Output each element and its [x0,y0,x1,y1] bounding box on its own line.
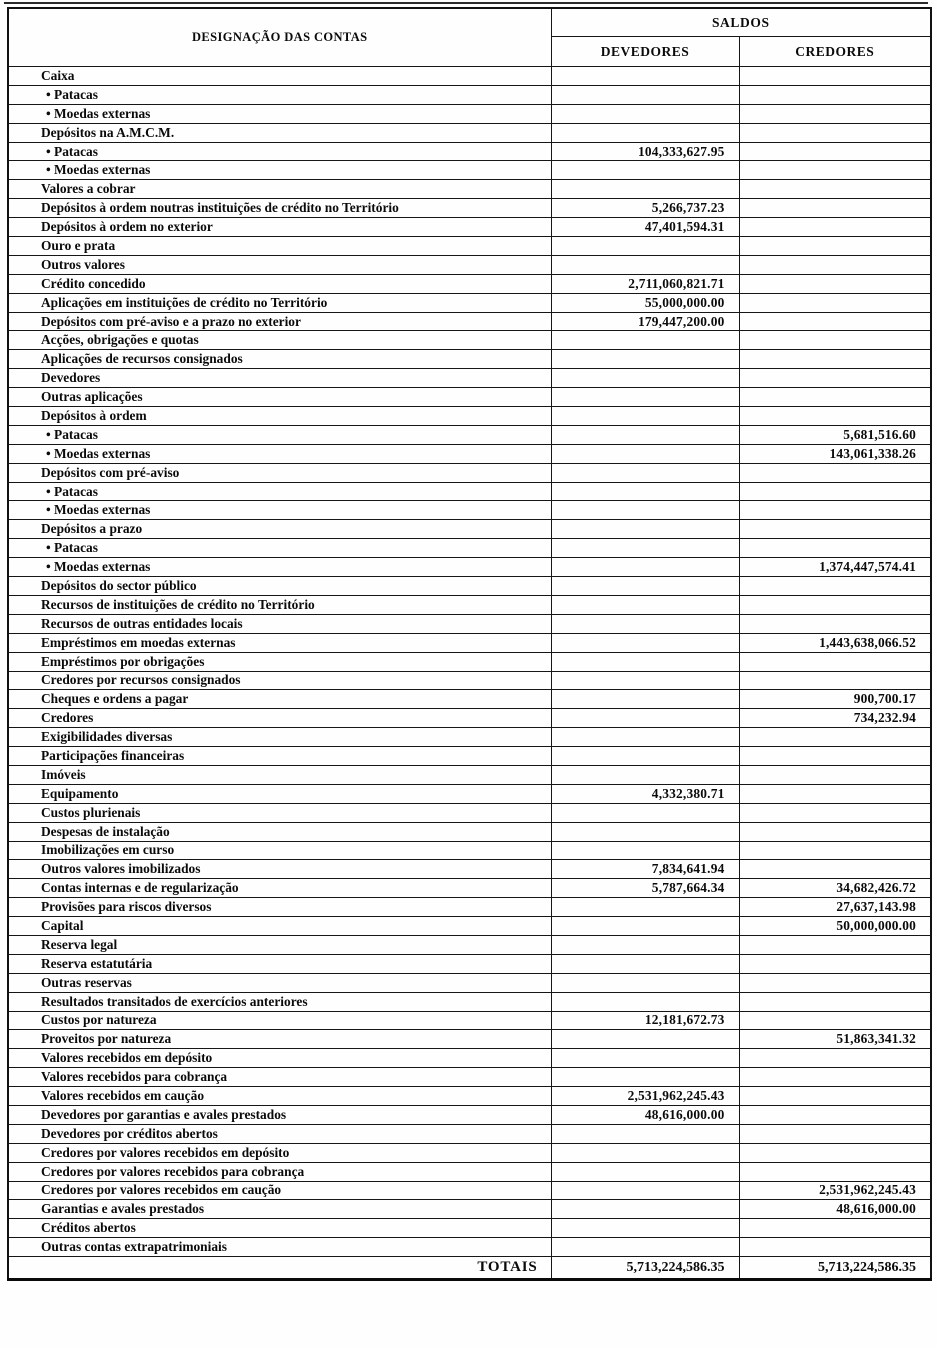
table-row [8,350,931,369]
table-row [8,841,931,860]
credores-value [739,728,931,747]
credores-value [739,1011,931,1030]
table-row [8,1030,931,1049]
devedores-value [551,1124,739,1143]
header-credores: CREDORES [739,37,931,67]
account-label: Resultados transitados de exercícios anteriores [8,992,551,1011]
credores-value [739,161,931,180]
account-label: Ouro e prata [8,237,551,256]
account-label: • Patacas [8,425,551,444]
credores-value: 900,700.17 [739,690,931,709]
table-row [8,85,931,104]
account-label: Imóveis [8,765,551,784]
credores-value [739,992,931,1011]
account-label: Depósitos à ordem no exterior [8,218,551,237]
account-label: • Moedas externas [8,161,551,180]
devedores-value: 104,333,627.95 [551,142,739,161]
account-label: Outras contas extrapatrimoniais [8,1238,551,1257]
credores-value [739,199,931,218]
totals-row [8,1257,931,1280]
header-devedores: DEVEDORES [551,37,739,67]
account-label: Depósitos na A.M.C.M. [8,123,551,142]
table-row [8,407,931,426]
devedores-value [551,407,739,426]
credores-value [739,369,931,388]
credores-value: 5,681,516.60 [739,425,931,444]
account-label: Devedores [8,369,551,388]
devedores-value [551,614,739,633]
devedores-value [551,350,739,369]
table-row [8,577,931,596]
table-row [8,1049,931,1068]
account-label: Valores recebidos em caução [8,1087,551,1106]
table-row [8,482,931,501]
credores-value [739,1068,931,1087]
account-label: Depósitos com pré-aviso [8,463,551,482]
devedores-value [551,633,739,652]
accounts-tbody [8,67,931,1257]
devedores-value [551,841,739,860]
table-row [8,180,931,199]
credores-value [739,407,931,426]
table-row [8,671,931,690]
account-label: Empréstimos por obrigações [8,652,551,671]
table-row [8,218,931,237]
credores-value: 51,863,341.32 [739,1030,931,1049]
table-row [8,463,931,482]
table-row [8,803,931,822]
devedores-value [551,652,739,671]
account-label: Custos por natureza [8,1011,551,1030]
credores-value [739,482,931,501]
credores-value [739,973,931,992]
credores-value [739,1087,931,1106]
credores-value [739,1105,931,1124]
credores-value [739,595,931,614]
devedores-value [551,501,739,520]
account-label: Depósitos do sector público [8,577,551,596]
table-row [8,161,931,180]
account-label: Aplicações de recursos consignados [8,350,551,369]
credores-value [739,104,931,123]
table-row [8,784,931,803]
credores-value [739,85,931,104]
devedores-value: 2,711,060,821.71 [551,274,739,293]
totals-label: TOTAIS [8,1257,551,1280]
table-row [8,822,931,841]
account-label: Reserva estatutária [8,954,551,973]
devedores-value [551,67,739,86]
table-row [8,425,931,444]
credores-value [739,577,931,596]
devedores-value: 48,616,000.00 [551,1105,739,1124]
devedores-value [551,595,739,614]
credores-value [739,180,931,199]
account-label: Devedores por garantias e avales prestados [8,1105,551,1124]
account-label: Exigibilidades diversas [8,728,551,747]
account-label: Acções, obrigações e quotas [8,331,551,350]
credores-value [739,331,931,350]
account-label: Provisões para riscos diversos [8,898,551,917]
devedores-value [551,973,739,992]
table-row [8,501,931,520]
credores-value [739,671,931,690]
devedores-value [551,690,739,709]
devedores-value [551,822,739,841]
account-label: • Patacas [8,85,551,104]
table-row [8,1200,931,1219]
table-row [8,558,931,577]
credores-value [739,501,931,520]
table-row [8,444,931,463]
devedores-value: 55,000,000.00 [551,293,739,312]
devedores-value [551,954,739,973]
account-label: Garantias e avales prestados [8,1200,551,1219]
account-label: Outras reservas [8,973,551,992]
credores-value [739,1143,931,1162]
devedores-value: 47,401,594.31 [551,218,739,237]
table-row [8,123,931,142]
table-row [8,199,931,218]
table-row [8,992,931,1011]
devedores-value [551,1049,739,1068]
account-label: Aplicações em instituições de crédito no Território [8,293,551,312]
devedores-value [551,671,739,690]
account-label: Credores [8,709,551,728]
account-label: Credores por valores recebidos para cobrança [8,1162,551,1181]
devedores-value [551,161,739,180]
account-label: Imobilizações em curso [8,841,551,860]
table-row [8,255,931,274]
devedores-value [551,444,739,463]
table-row [8,728,931,747]
table-row [8,1238,931,1257]
devedores-value [551,728,739,747]
table-row [8,1219,931,1238]
credores-value: 27,637,143.98 [739,898,931,917]
devedores-value [551,765,739,784]
table-row [8,293,931,312]
account-label: • Moedas externas [8,558,551,577]
table-row [8,747,931,766]
devedores-value [551,1238,739,1257]
account-label: Depósitos com pré-aviso e a prazo no exterior [8,312,551,331]
devedores-value [551,898,739,917]
table-row [8,1124,931,1143]
table-row [8,388,931,407]
table-row [8,860,931,879]
account-label: Outros valores imobilizados [8,860,551,879]
credores-value [739,237,931,256]
totals-credores-value: 5,713,224,586.35 [739,1257,931,1280]
totals-section [8,1257,931,1280]
table-header [8,8,931,67]
table-row [8,633,931,652]
devedores-value [551,1162,739,1181]
devedores-value: 5,787,664.34 [551,879,739,898]
header-designacao-das-contas: DESIGNAÇÃO DAS CONTAS [8,8,551,67]
table-row [8,917,931,936]
account-label: Outras aplicações [8,388,551,407]
table-row [8,274,931,293]
devedores-value [551,520,739,539]
account-label: Depósitos à ordem noutras instituições de crédito no Território [8,199,551,218]
account-label: Credores por valores recebidos em depósito [8,1143,551,1162]
table-row [8,690,931,709]
table-row [8,1105,931,1124]
account-label: Credores por recursos consignados [8,671,551,690]
table-row [8,104,931,123]
credores-value [739,463,931,482]
devedores-value [551,992,739,1011]
table-row [8,879,931,898]
credores-value [739,860,931,879]
scan-artifact-line [4,2,928,4]
account-label: • Moedas externas [8,444,551,463]
devedores-value [551,577,739,596]
credores-value [739,350,931,369]
account-label: Outros valores [8,255,551,274]
table-row [8,312,931,331]
devedores-value [551,237,739,256]
credores-value [739,255,931,274]
credores-value [739,935,931,954]
table-row [8,595,931,614]
devedores-value [551,369,739,388]
table-row [8,1087,931,1106]
account-label: Valores a cobrar [8,180,551,199]
table-row [8,1162,931,1181]
table-row [8,1011,931,1030]
table-row [8,142,931,161]
devedores-value: 179,447,200.00 [551,312,739,331]
account-label: Despesas de instalação [8,822,551,841]
devedores-value [551,425,739,444]
devedores-value: 12,181,672.73 [551,1011,739,1030]
table-row [8,954,931,973]
credores-value: 1,374,447,574.41 [739,558,931,577]
account-label: Devedores por créditos abertos [8,1124,551,1143]
credores-value [739,312,931,331]
credores-value [739,293,931,312]
credores-value [739,954,931,973]
credores-value [739,614,931,633]
credores-value: 50,000,000.00 [739,917,931,936]
account-label: • Patacas [8,142,551,161]
table-row [8,520,931,539]
devedores-value [551,1200,739,1219]
header-saldos: SALDOS [551,8,931,37]
devedores-value [551,1143,739,1162]
table-row [8,935,931,954]
credores-value: 2,531,962,245.43 [739,1181,931,1200]
devedores-value [551,558,739,577]
devedores-value: 5,266,737.23 [551,199,739,218]
credores-value [739,218,931,237]
account-label: Caixa [8,67,551,86]
credores-value [739,841,931,860]
account-label: Custos plurienais [8,803,551,822]
table-row [8,237,931,256]
devedores-value [551,917,739,936]
devedores-value [551,85,739,104]
account-label: Reserva legal [8,935,551,954]
devedores-value [551,709,739,728]
devedores-value [551,331,739,350]
devedores-value [551,104,739,123]
table-row [8,1068,931,1087]
devedores-value [551,1068,739,1087]
account-label: Capital [8,917,551,936]
account-label: • Patacas [8,539,551,558]
account-label: Credores por valores recebidos em caução [8,1181,551,1200]
devedores-value [551,539,739,558]
credores-value [739,1049,931,1068]
credores-value [739,520,931,539]
table-row [8,765,931,784]
credores-value [739,1162,931,1181]
credores-value [739,822,931,841]
devedores-value: 2,531,962,245.43 [551,1087,739,1106]
devedores-value [551,180,739,199]
credores-value [739,803,931,822]
credores-value [739,67,931,86]
credores-value [739,1238,931,1257]
credores-value [739,784,931,803]
table-row [8,614,931,633]
credores-value: 34,682,426.72 [739,879,931,898]
credores-value [739,652,931,671]
account-label: Equipamento [8,784,551,803]
devedores-value: 7,834,641.94 [551,860,739,879]
table-row [8,1143,931,1162]
credores-value [739,142,931,161]
devedores-value [551,935,739,954]
table-row [8,709,931,728]
devedores-value [551,123,739,142]
account-label: Recursos de outras entidades locais [8,614,551,633]
table-row [8,898,931,917]
devedores-value [551,747,739,766]
account-label: Cheques e ordens a pagar [8,690,551,709]
credores-value [739,1124,931,1143]
credores-value [739,1219,931,1238]
devedores-value [551,1219,739,1238]
credores-value [739,765,931,784]
account-label: Valores recebidos para cobrança [8,1068,551,1087]
account-label: Crédito concedido [8,274,551,293]
table-row [8,1181,931,1200]
credores-value: 734,232.94 [739,709,931,728]
account-label: Proveitos por natureza [8,1030,551,1049]
account-label: • Patacas [8,482,551,501]
account-label: • Moedas externas [8,501,551,520]
table-row [8,973,931,992]
credores-value [739,747,931,766]
account-label: Depósitos a prazo [8,520,551,539]
devedores-value [551,463,739,482]
credores-value: 1,443,638,066.52 [739,633,931,652]
table-row [8,67,931,86]
account-label: Recursos de instituições de crédito no Território [8,595,551,614]
table-row [8,652,931,671]
credores-value [739,123,931,142]
table-row [8,331,931,350]
totals-devedores-value: 5,713,224,586.35 [551,1257,739,1280]
devedores-value [551,803,739,822]
devedores-value [551,1030,739,1049]
account-label: Contas internas e de regularização [8,879,551,898]
account-label: • Moedas externas [8,104,551,123]
devedores-value [551,388,739,407]
devedores-value: 4,332,380.71 [551,784,739,803]
account-label: Créditos abertos [8,1219,551,1238]
credores-value [739,539,931,558]
accounts-table [7,7,932,1281]
table-row [8,369,931,388]
credores-value: 48,616,000.00 [739,1200,931,1219]
credores-value: 143,061,338.26 [739,444,931,463]
account-label: Valores recebidos em depósito [8,1049,551,1068]
account-label: Depósitos à ordem [8,407,551,426]
account-label: Participações financeiras [8,747,551,766]
table-row [8,539,931,558]
devedores-value [551,255,739,274]
credores-value [739,274,931,293]
account-label: Empréstimos em moedas externas [8,633,551,652]
credores-value [739,388,931,407]
devedores-value [551,482,739,501]
devedores-value [551,1181,739,1200]
